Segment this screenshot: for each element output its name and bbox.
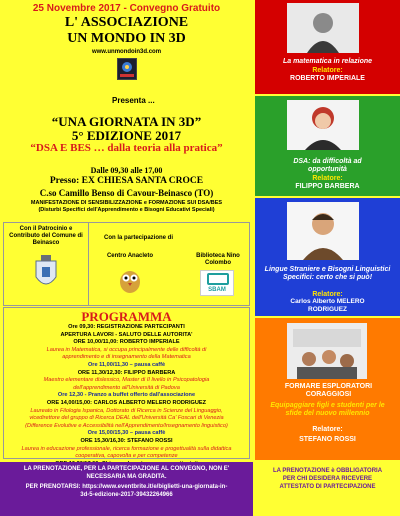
event-edition: 5° EDIZIONE 2017 xyxy=(71,128,182,143)
speaker-topic-4-sub: Equipaggiare figli e studenti per le sfide del nuovo millennio xyxy=(270,402,385,417)
association-name: L' ASSOCIAZIONE xyxy=(64,15,189,30)
speaker-panel-3 xyxy=(255,198,400,316)
beinasco-coat-of-arms xyxy=(32,253,60,293)
footer-right-3: ATTESTATO DI PARTECIPAZIONE xyxy=(279,484,376,490)
booking-link-2[interactable]: 3d-5-edizione-2017-39432264966 xyxy=(80,492,173,498)
event-manifestation-detail: (Disturbi Specifici dell'Apprendimento e Bisogni Educativi Speciali) xyxy=(38,207,215,213)
speaker-photo-3 xyxy=(287,202,359,260)
programma-line: Ore 12,30 - Pranzo a buffet offerto dall'associazione xyxy=(57,392,196,399)
patronage-box xyxy=(3,222,250,306)
event-manifestation: MANIFESTAZIONE DI SENSIBILIZZAZIONE e FORMAZIONE SUI DSA/BES xyxy=(30,200,223,206)
footer-left xyxy=(0,462,253,516)
programma-line: ORE 15,30/16,30: STEFANO ROSSI xyxy=(80,437,173,444)
speaker-panel-4 xyxy=(255,318,400,460)
programma-line: APERTURA LAVORI - SALUTO DELLE AUTORITA' xyxy=(60,331,193,338)
footer-right xyxy=(255,462,400,516)
programma-line: Ore 09,30: REGISTRAZIONE PARTECIPANTI xyxy=(68,324,185,330)
footer-line-2: NECESSARIA MA GRADITA. xyxy=(86,474,167,480)
speaker-name-1: ROBERTO IMPERIALE xyxy=(290,75,365,82)
centro-anacleto-label: Centro Anacleto xyxy=(106,253,154,259)
association-logo xyxy=(117,58,137,80)
speaker-relatore-1: Relatore: xyxy=(312,67,343,74)
footer-right-1: LA PRENOTAZIONE è OBBLIGATORIA xyxy=(272,468,383,474)
event-time: Dalle 09,30 alle 17,00 xyxy=(90,166,163,175)
speaker-photo-2 xyxy=(287,100,359,150)
programma-line: Laurea in Matematica, si occupa principalmente delle difficoltà di xyxy=(46,346,207,353)
footer-line-1: LA PRENOTAZIONE, PER LA PARTECIPAZIONE AL CONVEGNO, NON E' xyxy=(23,466,230,472)
programma-line: vicedirettore del gruppo di Ricerca DEAL dell'Università Ca' Foscari di Venezia xyxy=(29,415,224,422)
sbam-mark xyxy=(207,273,229,285)
sbam-text: SBAM xyxy=(208,287,226,293)
programma-lines xyxy=(4,324,249,468)
programma-line: ORE 11,30/12,30: FILIPPO BARBERA xyxy=(77,369,176,376)
programma-line: Ore 11,00/11,30 – pausa caffè xyxy=(87,361,166,368)
speaker-photo-1 xyxy=(287,3,359,53)
booking-link[interactable]: PER PRENOTARSI: https://www.eventbrite.it/e/biglietti-una-giornata-in- xyxy=(25,484,228,490)
website-link[interactable]: www.unmondoin3d.com xyxy=(91,49,162,55)
programma-line: Laureato in Filologia Ispanica, Dottorato di Ricerca in Scienze del Linguaggio, xyxy=(30,407,223,414)
programma-line: Laurea in educazione professionale, ricerca formazione e progettualità sulla didattica xyxy=(21,445,232,452)
footer-right-2: PER CHI DESIDERA RICEVERE xyxy=(282,476,373,482)
event-subtitle: “DSA E BES … dalla teoria alla pratica” xyxy=(30,142,223,154)
centro-anacleto-logo xyxy=(117,266,143,294)
speaker-topic-2: DSA: da difficoltà ad opportunità xyxy=(293,158,362,173)
programma-line: dell'apprendimento all'Università di Padova xyxy=(73,384,180,391)
speaker-topic-1: La matematica in relazione xyxy=(282,58,373,65)
presenta-text: Presenta ... xyxy=(112,96,155,105)
programma-line: apprendimento e di insegnamento della Matematica xyxy=(62,354,191,361)
speaker-relatore-2: Relatore: xyxy=(312,175,343,182)
speaker-relatore-4: Relatore: xyxy=(312,426,343,433)
sbam-logo xyxy=(200,270,234,296)
participation-label: Con la partecipazione di xyxy=(104,235,174,241)
programma-line: ORE 14,00/15,00: CARLOS ALBERTO MELERO RODRIGUEZ xyxy=(46,399,207,406)
patronage-label: Con il Patrocinio e Contributo del Comune di Beinasco xyxy=(9,226,83,246)
speaker-panel-2 xyxy=(255,96,400,196)
speaker-name-2: FILIPPO BARBERA xyxy=(295,183,360,190)
date-line: 25 Novembre 2017 - Convegno Gratuito xyxy=(32,3,221,14)
event-address: C.so Camillo Benso di Cavour-Beinasco (TO) xyxy=(39,188,214,198)
biblioteca-label: Biblioteca Nino Colombo xyxy=(196,253,240,266)
association-name-2: UN MONDO IN 3D xyxy=(67,31,186,46)
event-place: Presso: EX CHIESA SANTA CROCE xyxy=(49,176,204,186)
event-title: “UNA GIORNATA IN 3D” xyxy=(51,114,202,129)
speaker-photo-4 xyxy=(287,323,367,379)
speaker-topic-4: FORMARE ESPLORATORI CORAGGIOSI xyxy=(284,383,373,398)
programma-line: Ore 15,00/15,30 – pausa caffè xyxy=(87,430,166,437)
programma-title: PROGRAMMA xyxy=(81,309,172,324)
speaker-name-3: Carlos Alberto MELERO RODRIGUEZ xyxy=(290,298,365,313)
programma-line: cooperativa, capovolta e per competenze xyxy=(75,453,178,460)
programma-box xyxy=(3,307,250,459)
programma-line: (Difference Evolutive e Accessibilità nell'Apprendimento/Insegnamento linguistico) xyxy=(25,422,228,429)
speaker-panel-1 xyxy=(255,0,400,94)
speaker-topic-3: Lingue Straniere e Bisogni Linguistici Specifici: certo che si può! xyxy=(264,266,391,281)
patronage-divider xyxy=(88,223,89,305)
programma-line: Maestro elementare dislessico, Master di II livello in Psicopatologia xyxy=(43,377,210,384)
programma-line: ORE 10,00/11,00: ROBERTO IMPERIALE xyxy=(73,339,180,346)
speaker-relatore-3: Relatore: xyxy=(312,291,343,298)
speaker-name-4: STEFANO ROSSI xyxy=(299,436,356,443)
